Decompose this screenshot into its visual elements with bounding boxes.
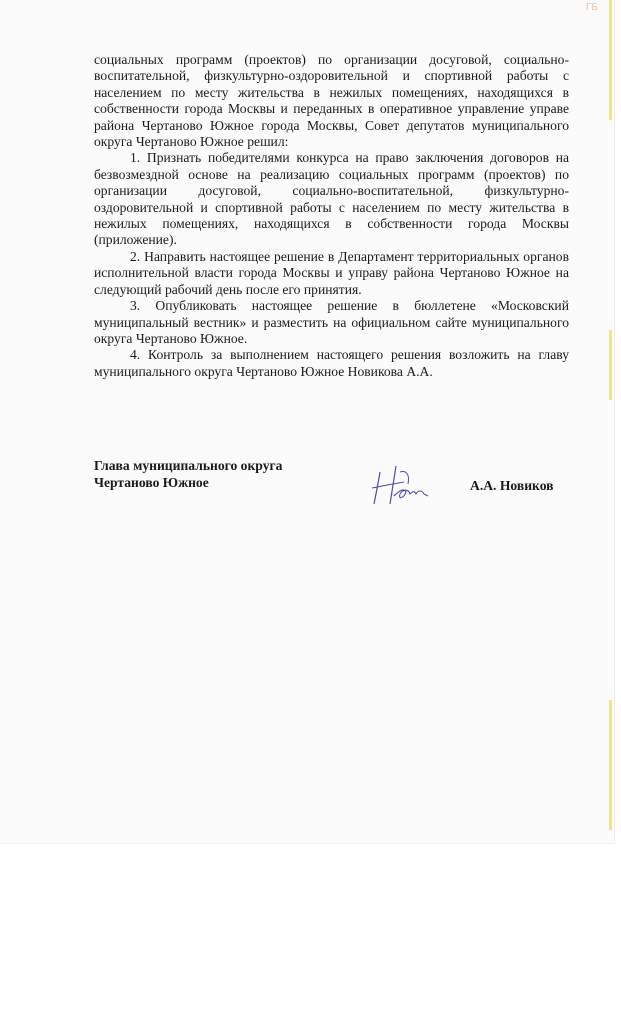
decision-item: 4. Контроль за выполнением настоящего решения возложить на главу муниципального округа Чертаново Южное Новикова А.А. <box>94 347 569 379</box>
decision-text <box>94 52 569 380</box>
scan-edge-mark <box>609 0 612 120</box>
decision-item: 2. Направить настоящее решение в Департамент территориальных органов исполнительной власти города Москвы и управу района Чертаново Южное на следующий рабочий день после его принятия. <box>94 248 569 297</box>
decision-item: 1. Признать победителями конкурса на право заключения договоров на безвозмездной основе на реализацию социальных программ (проектов) по организации досуговой, социально-воспитательной, физкультурно-оздоровительной и спортивной работы с населением по месту жительства в нежилых помещениях, находящихся в собственности города Москвы (приложение). <box>94 150 569 248</box>
handwritten-signature <box>370 462 430 508</box>
scan-edge-mark <box>609 330 612 400</box>
signatory-title-line: Глава муниципального округа <box>94 458 283 473</box>
scan-edge-mark <box>609 700 612 830</box>
signatory-title-line: Чертаново Южное <box>94 475 209 490</box>
intro-paragraph: социальных программ (проектов) по организации досуговой, социально-воспитательной, физкультурно-оздоровительной и спортивной работы с населением по месту жительства в нежилых помещениях, находящихся в собственности города Москвы и переданных в оперативное управление управе района Чертаново Южное города Москвы, Совет депутатов муниципального округа Чертаново Южное решил: <box>94 52 569 150</box>
signatory-title <box>94 457 282 491</box>
corner-stamp-mark: ГБ <box>586 2 598 13</box>
decision-item: 3. Опубликовать настоящее решение в бюллетене «Московский муниципальный вестник» и разместить на официальном сайте муниципального округа Чертаново Южное. <box>94 298 569 346</box>
signatory-name: А.А. Новиков <box>470 478 554 493</box>
